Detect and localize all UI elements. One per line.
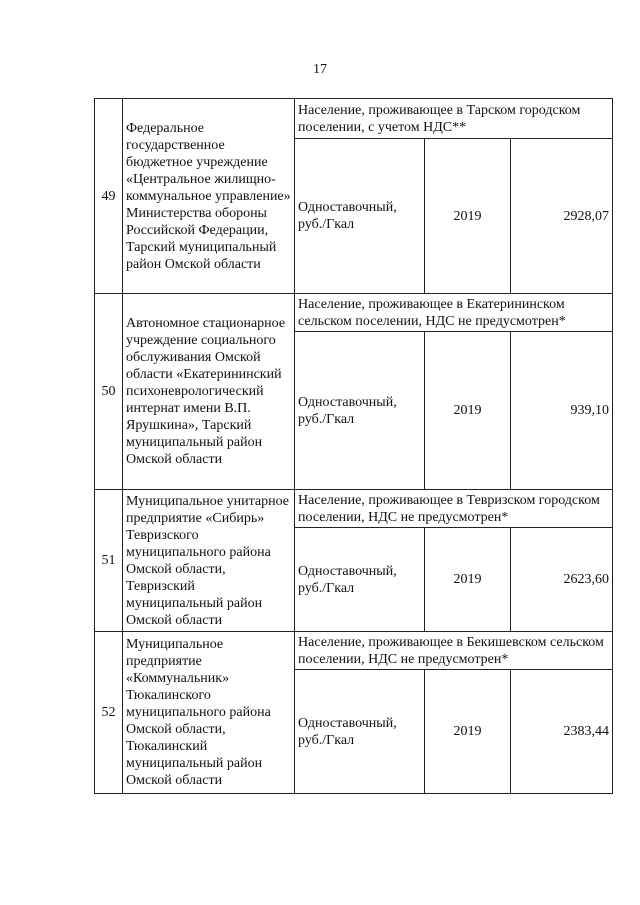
tariff-year: 2019 — [425, 528, 511, 632]
rate-type: Одноставочный, руб./Гкал — [295, 139, 425, 294]
organization-name: Федеральное государственное бюджетное учреждение «Центральное жилищно-коммунальное управление» Министерства обороны Российской Федерации, Тарский муниципальный район Омской области — [123, 99, 295, 294]
row-number: 52 — [95, 632, 123, 794]
row-number: 50 — [95, 294, 123, 490]
table-row — [95, 632, 613, 670]
table-row — [95, 99, 613, 139]
tariff-year: 2019 — [425, 139, 511, 294]
rate-type: Одноставочный, руб./Гкал — [295, 528, 425, 632]
tariff-value: 2928,07 — [511, 139, 613, 294]
tariff-year: 2019 — [425, 670, 511, 794]
organization-name: Муниципальное предприятие «Коммунальник» Тюкалинского муниципального района Омской области, Тюкалинский муниципальный район Омской области — [123, 632, 295, 794]
row-number: 49 — [95, 99, 123, 294]
tariff-table — [94, 98, 613, 794]
row-number: 51 — [95, 490, 123, 632]
table-row — [95, 294, 613, 332]
page-number: 17 — [313, 62, 327, 77]
rate-type: Одноставочный, руб./Гкал — [295, 332, 425, 490]
tariff-value: 939,10 — [511, 332, 613, 490]
tariff-year: 2019 — [425, 332, 511, 490]
rate-type: Одноставочный, руб./Гкал — [295, 670, 425, 794]
tariff-value: 2383,44 — [511, 670, 613, 794]
consumer-group: Население, проживающее в Тевризском городском поселении, НДС не предусмотрен* — [295, 490, 613, 528]
consumer-group: Население, проживающее в Екатерининском сельском поселении, НДС не предусмотрен* — [295, 294, 613, 332]
organization-name: Муниципальное унитарное предприятие «Сибирь» Тевризского муниципального района Омской области, Тевризский муниципальный район Омской области — [123, 490, 295, 632]
tariff-value: 2623,60 — [511, 528, 613, 632]
consumer-group: Население, проживающее в Бекишевском сельском поселении, НДС не предусмотрен* — [295, 632, 613, 670]
consumer-group: Население, проживающее в Тарском городском поселении, с учетом НДС** — [295, 99, 613, 139]
table-row — [95, 490, 613, 528]
organization-name: Автономное стационарное учреждение социального обслуживания Омской области «Екатерининский психоневрологический интернат имени В.П. Ярушкина», Тарский муниципальный район Омской области — [123, 294, 295, 490]
